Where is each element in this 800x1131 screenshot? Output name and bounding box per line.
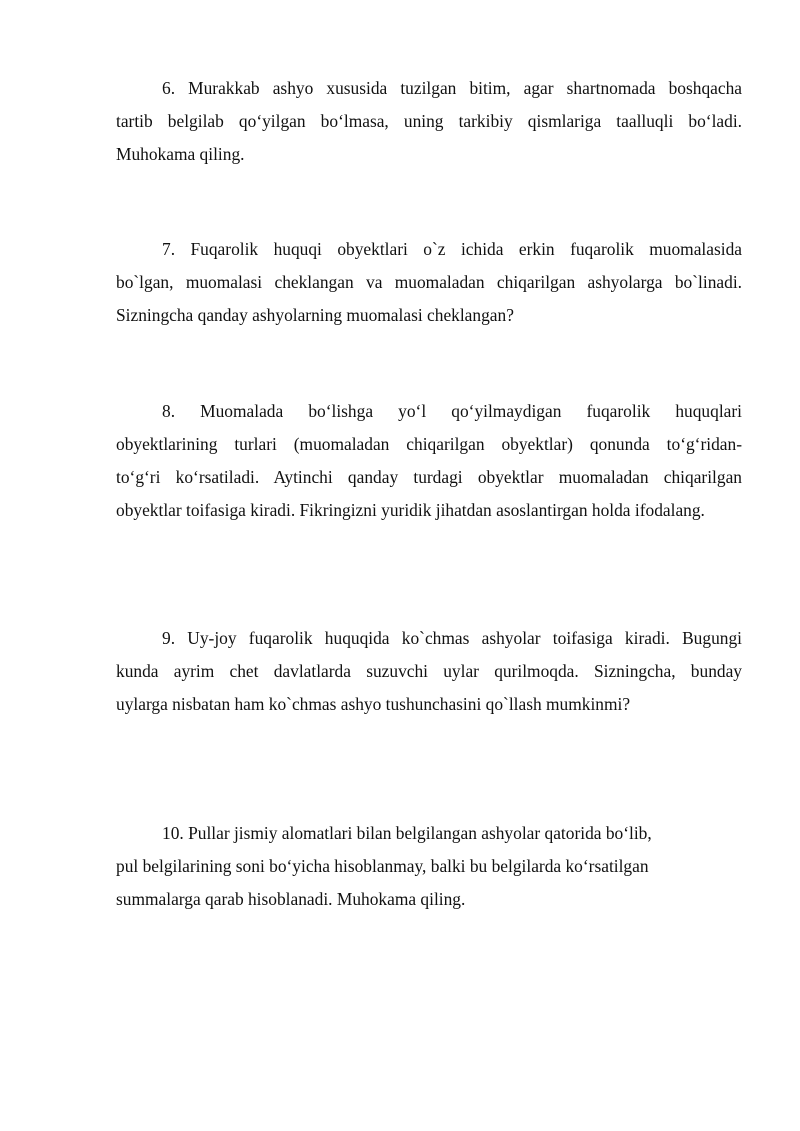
question-10-line-2: pul belgilarining soni bo‘yicha hisoblanmay, balki bu belgilarda ko‘rsatilgan xyxy=(116,856,649,876)
question-8-line-2: obyektlarining turlari (muomaladan chiqarilgan obyektlar) qonunda to‘g‘ridan- xyxy=(116,434,742,454)
question-6-line-3: Muhokama qiling. xyxy=(116,144,245,164)
question-10-line-3: summalarga qarab hisoblanadi. Muhokama qiling. xyxy=(116,889,466,909)
question-10-line-1: 10. Pullar jismiy alomatlari bilan belgilangan ashyolar qatorida bo‘lib, xyxy=(162,823,652,843)
question-8-line-1: 8. Muomalada bo‘lishga yo‘l qo‘yilmaydigan fuqarolik huquqlari xyxy=(162,401,742,421)
question-8-line-3: to‘g‘ri ko‘rsatiladi. Aytinchi qanday turdagi obyektlar muomaladan chiqarilgan xyxy=(116,467,742,487)
question-9-line-2: kunda ayrim chet davlatlarda suzuvchi uylar qurilmoqda. Sizningcha, bunday xyxy=(116,661,742,681)
question-9-line-1: 9. Uy-joy fuqarolik huquqida ko`chmas ashyolar toifasiga kiradi. Bugungi xyxy=(162,628,742,648)
question-6-line-1: 6. Murakkab ashyo xususida tuzilgan bitim, agar shartnomada boshqacha xyxy=(162,78,742,98)
question-9-line-3: uylarga nisbatan ham ko`chmas ashyo tushunchasini qo`llash mumkinmi? xyxy=(116,694,631,714)
question-9 xyxy=(116,622,742,721)
question-8 xyxy=(116,395,742,527)
question-7-line-1: 7. Fuqarolik huquqi obyektlari o`z ichida erkin fuqarolik muomalasida xyxy=(162,239,742,259)
question-10 xyxy=(116,817,742,916)
question-6-line-2: tartib belgilab qo‘yilgan bo‘lmasa, uning tarkibiy qismlariga taalluqli bo‘ladi. xyxy=(116,111,742,131)
question-8-line-4: obyektlar toifasiga kiradi. Fikringizni yuridik jihatdan asoslantirgan holda ifodalang. xyxy=(116,500,705,520)
question-7-line-2: bo`lgan, muomalasi cheklangan va muomaladan chiqarilgan ashyolarga bo`linadi. xyxy=(116,272,742,292)
question-7 xyxy=(116,233,742,332)
question-6 xyxy=(116,72,742,171)
question-7-line-3: Sizningcha qanday ashyolarning muomalasi cheklangan? xyxy=(116,305,514,325)
